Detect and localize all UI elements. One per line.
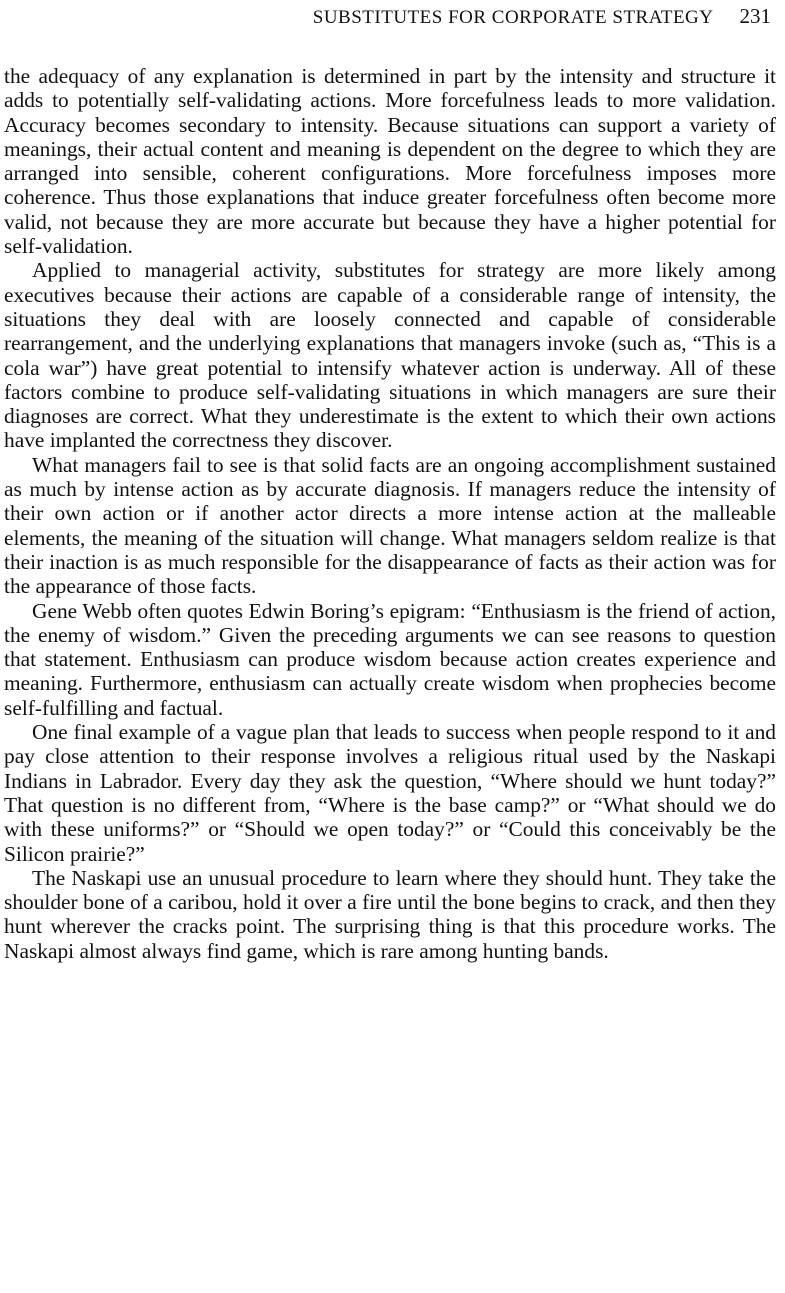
page-number: 231 xyxy=(739,4,771,28)
paragraph-solid-facts: What managers fail to see is that solid facts are an ongoing accomplishment sustained as much by intense action as by accurate diagnosis. If managers reduce the intensity of their own action or if another actor directs a more intense action at the malleable elements, the meaning of the situation will change. What managers seldom realize is that their inaction is as much responsible for the disappearance of facts as their action was for the appearance of those facts. xyxy=(4,452,776,599)
paragraph-caribou-bone: The Naskapi use an unusual procedure to learn where they should hunt. They take the shoulder bone of a caribou, hold it over a fire until the bone begins to crack, and then they hunt wherever the cracks point. The surprising thing is that this procedure works. The Naskapi almost always find game, which is rare among hunting bands. xyxy=(4,865,776,963)
paragraph-continued: the adequacy of any explanation is determined in part by the intensity and structure it adds to potentially self-validating actions. More forcefulness leads to more validation. Accuracy becomes secondary to intensity. Because situations can support a variety of meanings, their actual content and meaning is dependent on the degree to which they are arranged into sensible, coherent configurations. More forcefulness imposes more coherence. Thus those explanations that induce greater forcefulness often become more valid, not because they are more accurate but because they have a higher potential for self-validation. xyxy=(4,64,776,259)
paragraph-naskapi-ritual: One final example of a vague plan that leads to success when people respond to it and pay close attention to their response involves a religious ritual used by the Naskapi Indians in Labrador. Every day they ask the question, “Where should we hunt today?” That question is no different from, “Where is the base camp?” or “What should we do with these uniforms?” or “Should we open today?” or “Could this conceivably be the Silicon prairie?” xyxy=(4,720,776,866)
body-text xyxy=(4,64,776,963)
running-title: SUBSTITUTES FOR CORPORATE STRATEGY xyxy=(312,7,714,28)
paragraph-managerial-activity: Applied to managerial activity, substitutes for strategy are more likely among executives because their actions are capable of a considerable range of intensity, the situations they deal with are loosely connected and capable of considerable rearrangement, and the underlying explanations that managers invoke (such as, “This is a cola war”) have great potential to intensify whatever action is underway. All of these factors combine to produce self-validating situations in which managers are sure their diagnoses are correct. What they underestimate is the extent to which their own actions have implanted the correctness they discover. xyxy=(4,258,776,453)
paragraph-enthusiasm-epigram: Gene Webb often quotes Edwin Boring’s epigram: “Enthusiasm is the friend of action, the enemy of wisdom.” Given the preceding arguments we can see reasons to question that statement. Enthusiasm can produce wisdom because action creates experience and meaning. Furthermore, enthusiasm can actually create wisdom when prophecies become self-fulfilling and factual. xyxy=(4,598,776,720)
running-head xyxy=(0,4,771,32)
